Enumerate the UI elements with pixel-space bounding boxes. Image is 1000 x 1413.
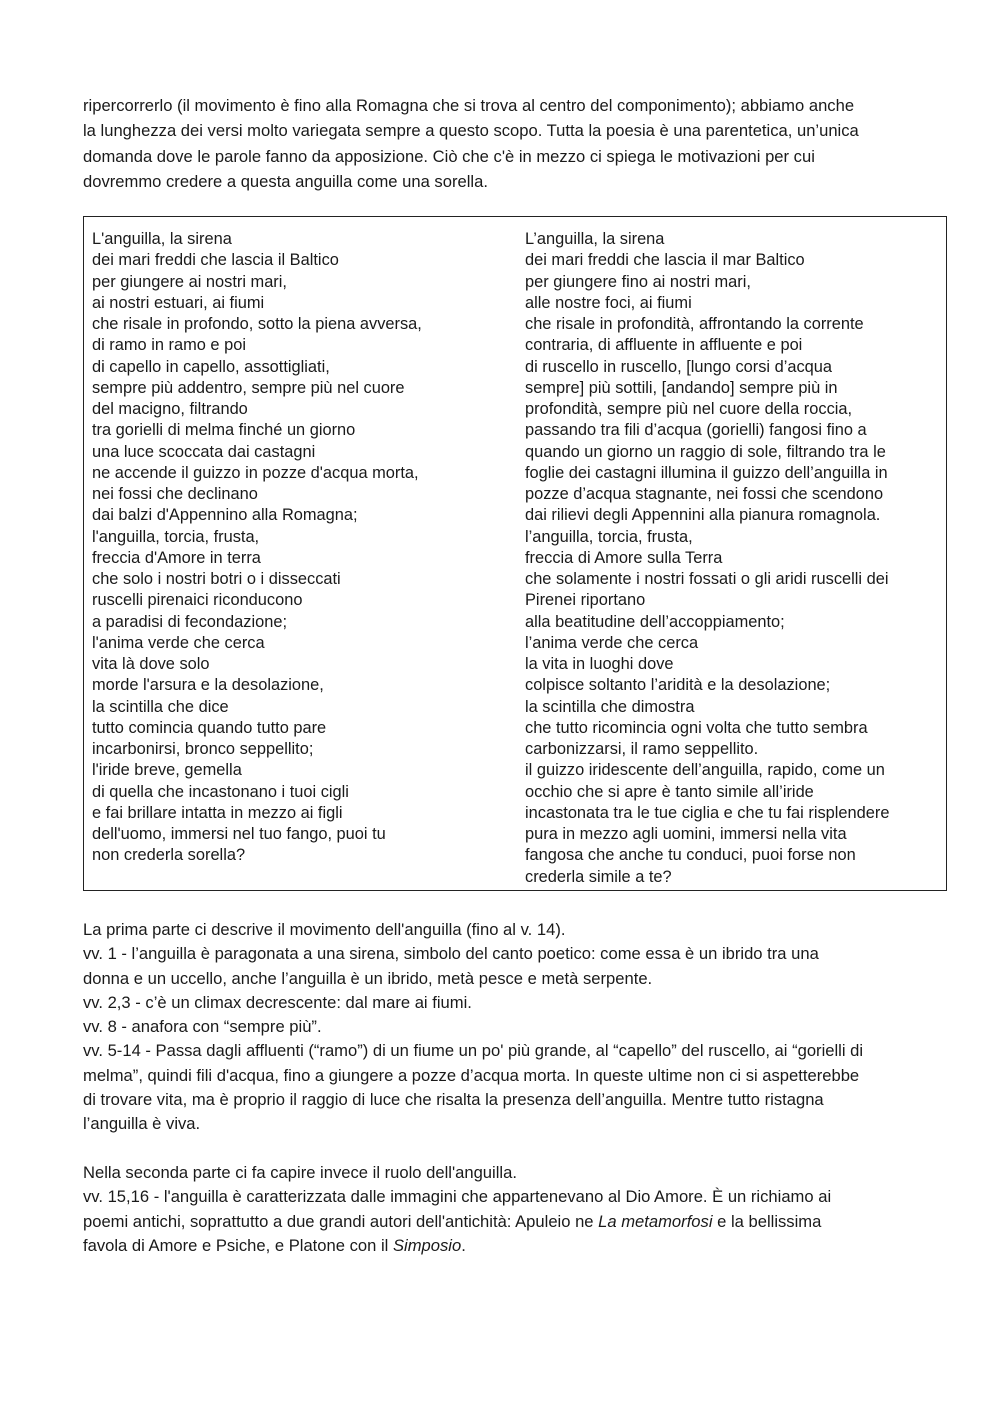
- paraphrase-line: dei mari freddi che lascia il mar Baltico: [525, 251, 805, 270]
- poem-verse: freccia d'Amore in terra: [92, 548, 261, 567]
- paraphrase-line: pura in mezzo agli uomini, immersi nella vita: [525, 825, 847, 843]
- paraphrase-line: passando tra fili d’acqua (gorielli) fangosi fino a: [525, 421, 867, 440]
- poem-verse: dai balzi d'Appennino alla Romagna;: [92, 506, 358, 525]
- poem-verse: che risale in profondo, sotto la piena avversa,: [92, 315, 422, 333]
- note-line: donna e un uccello, anche l’anguilla è un ibrido, metà pesce e metà serpente.: [83, 968, 653, 988]
- poem-verse: l'anima verde che cerca: [92, 633, 265, 652]
- paraphrase-line: alle nostre foci, ai fiumi: [525, 293, 692, 312]
- book-title: La metamorfosi: [598, 1211, 713, 1231]
- poem-verse: sempre più addentro, sempre più nel cuore: [92, 378, 405, 397]
- poem-verse: tutto comincia quando tutto pare: [92, 718, 327, 737]
- note-line: vv. 2,3 - c’è un climax decrescente: dal mare ai fiumi.: [83, 992, 472, 1012]
- poem-verse: non crederla sorella?: [92, 846, 246, 865]
- note-text: e la bellissima: [712, 1211, 822, 1231]
- poem-verse: dei mari freddi che lascia il Baltico: [92, 251, 339, 270]
- note-text: poemi antichi, soprattutto a due grandi autori dell'antichità: Apuleio ne: [83, 1211, 599, 1231]
- poem-verse: una luce scoccata dai castagni: [92, 442, 316, 461]
- poem-verse: la scintilla che dice: [92, 697, 229, 716]
- paraphrase-line: occhio che si apre è tanto simile all’iride: [525, 782, 814, 801]
- poem-verse: dell'uomo, immersi nel tuo fango, puoi tu: [92, 825, 386, 843]
- paraphrase-line: Pirenei riportano: [525, 591, 646, 610]
- poem-verse: di quella che incastonano i tuoi cigli: [92, 782, 349, 801]
- poem-verse: e fai brillare intatta in mezzo ai figli: [92, 803, 343, 822]
- intro-line: ripercorrerlo (il movimento è fino alla Romagna che si trova al centro del componimento); abbiamo anche: [83, 96, 855, 115]
- book-title: Simposio: [392, 1235, 462, 1255]
- paraphrase-line: pozze d’acqua stagnante, nei fossi che scendono: [525, 485, 884, 503]
- note-line: vv. 8 - anafora con “sempre più”.: [83, 1017, 322, 1037]
- paraphrase-line: la vita in luoghi dove: [525, 655, 674, 673]
- note-text: .: [461, 1235, 466, 1255]
- note-line: La prima parte ci descrive il movimento dell'anguilla (fino al v. 14).: [83, 920, 566, 939]
- paraphrase-line: che tutto ricomincia ogni volta che tutto sembra: [525, 718, 868, 737]
- poem-verse: l'anguilla, torcia, frusta,: [92, 527, 260, 546]
- paraphrase-line: freccia di Amore sulla Terra: [525, 548, 723, 567]
- poem-verse: di capello in capello, assottigliati,: [92, 357, 330, 376]
- note-line: [83, 1234, 963, 1258]
- intro-line: domanda dove le parole fanno da apposizione. Ciò che c'è in mezzo ci spiega le motivazioni per cui: [83, 146, 815, 166]
- poem-verse: L'anguilla, la sirena: [92, 230, 232, 248]
- note-line: melma”, quindi fili d'acqua, fino a giungere a pozze d’acqua morta. In queste ultime non ci si aspetterebbe: [83, 1065, 860, 1085]
- poem-verse: di ramo in ramo e poi: [92, 336, 246, 355]
- paraphrase-line: sempre] più sottili, [andando] sempre più in: [525, 378, 838, 397]
- intro-paragraph: [83, 93, 963, 194]
- poem-verse: ai nostri estuari, ai fiumi: [92, 293, 265, 312]
- poem-paraphrase-column: [525, 229, 945, 888]
- poem-verse: a paradisi di fecondazione;: [92, 612, 287, 631]
- paragraph-gap: [83, 1137, 963, 1161]
- intro-line: la lunghezza dei versi molto variegata sempre a questo scopo. Tutta la poesia è una parentetica, un’unica: [83, 121, 859, 141]
- paraphrase-line: per giungere fino ai nostri mari,: [525, 272, 751, 291]
- note-line: di trovare vita, ma è proprio il raggio di luce che risalta la presenza dell’anguilla. Mentre tutto ristagna: [83, 1090, 824, 1110]
- paraphrase-line: carbonizzarsi, il ramo seppellito.: [525, 740, 759, 758]
- paraphrase-line: di ruscello in ruscello, [lungo corsi d’acqua: [525, 357, 833, 376]
- note-text: favola di Amore e Psiche, e Platone con il: [83, 1235, 393, 1255]
- paraphrase-line: l’anima verde che cerca: [525, 633, 699, 652]
- poem-verse: tra gorielli di melma finché un giorno: [92, 421, 356, 440]
- poem-verse: ruscelli pirenaici riconducono: [92, 591, 303, 610]
- intro-line: dovremmo credere a questa anguilla come una sorella.: [83, 171, 488, 191]
- poem-verse: ne accende il guizzo in pozze d'acqua morta,: [92, 463, 419, 482]
- note-line: vv. 15,16 - l'anguilla è caratterizzata dalle immagini che appartenevano al Dio Amore. È un richiamo ai: [83, 1187, 832, 1207]
- paraphrase-line: profondità, sempre più nel cuore della roccia,: [525, 400, 853, 418]
- poem-table: [83, 216, 947, 891]
- poem-verse: vita là dove solo: [92, 655, 210, 673]
- paraphrase-line: colpisce soltanto l’aridità e la desolazione;: [525, 676, 831, 695]
- paraphrase-line: incastonata tra le tue ciglia e che tu fai risplendere: [525, 803, 890, 822]
- paraphrase-line: L’anguilla, la sirena: [525, 230, 665, 248]
- poem-verse: l'iride breve, gemella: [92, 761, 242, 780]
- paraphrase-line: alla beatitudine dell’accoppiamento;: [525, 612, 785, 631]
- note-line: l’anguilla è viva.: [83, 1114, 201, 1134]
- paraphrase-line: dai rilievi degli Appennini alla pianura romagnola.: [525, 506, 881, 525]
- note-line: vv. 5-14 - Passa dagli affluenti (“ramo”) di un fiume un po' più grande, al “capello” del ruscello, ai “gorielli di: [83, 1041, 864, 1061]
- paraphrase-line: quando un giorno un raggio di sole, filtrando tra le: [525, 442, 886, 461]
- poem-original-column: [92, 229, 512, 867]
- poem-verse: morde l'arsura e la desolazione,: [92, 676, 324, 695]
- paraphrase-line: che solamente i nostri fossati o gli aridi ruscelli dei: [525, 570, 889, 588]
- paraphrase-line: foglie dei castagni illumina il guizzo dell’anguilla in: [525, 463, 888, 482]
- poem-verse: incarbonirsi, bronco seppellito;: [92, 740, 314, 758]
- paraphrase-line: che risale in profondità, affrontando la corrente: [525, 315, 864, 333]
- poem-verse: che solo i nostri botri o i disseccati: [92, 570, 341, 588]
- poem-verse: del macigno, filtrando: [92, 400, 248, 418]
- note-line: vv. 1 - l’anguilla è paragonata a una sirena, simbolo del canto poetico: come essa è un ibrido tra una: [83, 944, 819, 964]
- note-line: [83, 1210, 963, 1234]
- paraphrase-line: crederla simile a te?: [525, 867, 672, 886]
- poem-verse: per giungere ai nostri mari,: [92, 272, 287, 291]
- analysis-notes: [83, 918, 963, 1258]
- paraphrase-line: contraria, di affluente in affluente e poi: [525, 336, 803, 355]
- poem-verse: nei fossi che declinano: [92, 485, 258, 503]
- paraphrase-line: fangosa che anche tu conduci, puoi forse non: [525, 846, 856, 865]
- paraphrase-line: il guizzo iridescente dell’anguilla, rapido, come un: [525, 761, 885, 780]
- note-line: Nella seconda parte ci fa capire invece il ruolo dell'anguilla.: [83, 1162, 517, 1182]
- paraphrase-line: l’anguilla, torcia, frusta,: [525, 527, 693, 546]
- paraphrase-line: la scintilla che dimostra: [525, 697, 695, 716]
